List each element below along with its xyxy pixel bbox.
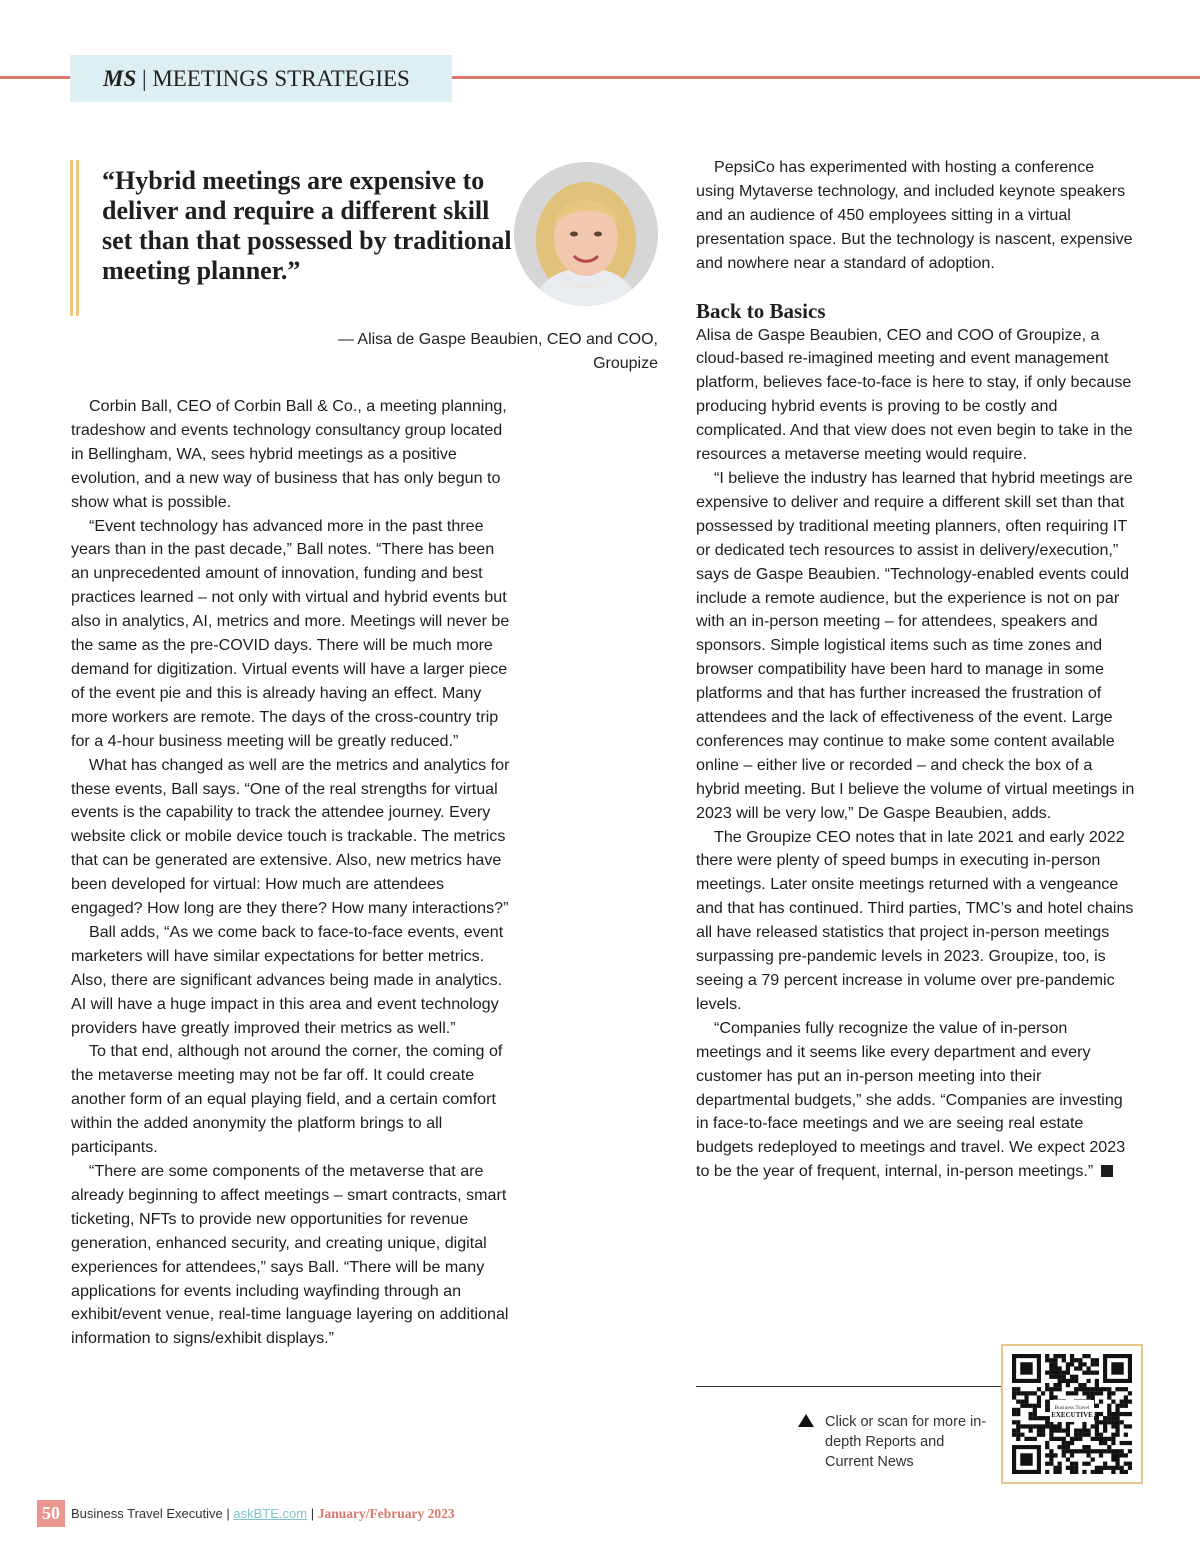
section-header: [70, 55, 452, 102]
paragraph: The Groupize CEO notes that in late 2021 and early 2022 there were plenty of speed bumps in executing in-person meetings. Later onsite meetings returned with a vengeance and that has continued. Third parties, TMC’s and hotel chains all have released statistics that project in-person meetings surpassing pre-pandemic levels in 2023. Groupize, too, is seeing a 79 percent increase in volume over pre-pandemic levels.: [696, 827, 1134, 1013]
author-portrait: [514, 162, 658, 306]
qr-finder-center: [1020, 1362, 1032, 1374]
qr-code[interactable]: [1001, 1344, 1143, 1484]
paragraph-text: “Companies fully recognize the value of in-person meetings and it seems like every department and every customer has put an in-person meeting into their departmental budgets,” she adds. “Companies are investing in face-to-face meetings and we are seeing real estate budgets redeployed to meetings and travel. We expect 2023 to be the year of frequent, internal, in-person meetings.”: [696, 1018, 1126, 1181]
qr-brand-line1: Business Travel: [1054, 1405, 1090, 1411]
qr-finder-center: [1111, 1362, 1123, 1374]
qr-caption[interactable]: Click or scan for more in-depth Reports and Current News: [825, 1414, 987, 1470]
subhead-back-to-basics: Back to Basics: [696, 298, 826, 323]
section-abbr: MS: [103, 66, 137, 91]
site-link[interactable]: askBTE.com: [233, 1506, 308, 1521]
triangle-up-icon: [798, 1414, 814, 1427]
page-number: 50: [37, 1500, 65, 1527]
qr-divider: [696, 1386, 1002, 1387]
quote-bar: [70, 160, 80, 316]
footer-separator: |: [226, 1506, 230, 1521]
publication-name: Business Travel Executive: [71, 1506, 223, 1521]
paragraph-final: [696, 1017, 1136, 1184]
section-separator: |: [142, 66, 147, 91]
footer-separator: |: [310, 1506, 315, 1521]
pull-quote: “Hybrid meetings are expensive to deliver and require a different skill set than that possessed by traditional meeting planner.”: [102, 166, 512, 285]
end-mark-icon: [1101, 1165, 1113, 1177]
paragraph: Alisa de Gaspe Beaubien, CEO and COO of Groupize, a cloud-based re-imagined meeting and event management platform, believes face-to-face is here to stay, if only because producing hybrid events is proving to be costly and complicated. And that view does not even begin to take in the resources a metaverse meeting would require.: [696, 325, 1133, 464]
qr-brand-line2: EXECUTIVE: [1051, 1411, 1093, 1419]
paragraph: “There are some components of the metaverse that are already beginning to affect meetings – smart contracts, smart ticketing, NFTs to provide new opportunities for revenue generation, enhanced security, and creating unique, digital experiences for attendees,” says Ball. “There will be many applications for events including wayfinding through an exhibit/event venue, real-time language layering on additional information to signs/exhibit displays.”: [71, 1162, 509, 1348]
quote-attribution: [300, 328, 658, 376]
paragraph: What has changed as well are the metrics and analytics for these events, Ball says. “One of the real strengths for virtual events is the capability to track the attendee journey. Every website click or mobile device touch is trackable. The metrics that can be generated are extensive. Also, new metrics have been developed for virtual: How much are attendees engaged? How long are they there? How many interactions?”: [71, 755, 510, 918]
paragraph: “I believe the industry has learned that hybrid meetings are expensive to deliver and require a different skill set than that possessed by traditional meeting planners, often requiring IT or dedicated tech resources to assist in delivery/execution,” says de Gaspe Beaubien. “Technology-enabled events could include a remote audience, but the experience is not on par with an in-person meeting – for attendees, speakers and sponsors. Simple logistical items such as time zones and browser compatibility have been hard to manage in some platforms and that has further increased the frustration of attendees and the lack of effectiveness of the event. Large conferences may continue to make some content available online – either live or recorded – and check the box of a hybrid meeting. But I believe the volume of virtual meetings in 2023 will be very low,” De Gaspe Beaubien, adds.: [696, 468, 1135, 822]
qr-code-icon[interactable]: [1012, 1354, 1132, 1474]
page-footer: [0, 1500, 1200, 1530]
paragraph: Ball adds, “As we come back to face-to-face events, event marketers will have similar expectations for better metrics. Also, there are significant advances being made in analytics. AI will have a huge impact in this area and event technology providers have greatly improved their metrics as well.”: [71, 922, 504, 1037]
attribution-line: — Alisa de Gaspe Beaubien, CEO and COO,: [337, 331, 658, 348]
left-column: [71, 395, 511, 1351]
attribution-company: Groupize: [593, 355, 658, 372]
paragraph: To that end, although not around the corner, the coming of the metaverse meeting may not be far off. It could create another form of an equal playing field, and a certain comfort within the added anonymity the platform brings to all participants.: [71, 1042, 503, 1157]
right-column: [696, 156, 1136, 1184]
section-name: MEETINGS STRATEGIES: [152, 66, 410, 91]
portrait-image: [514, 162, 658, 306]
footer-text: [71, 1506, 455, 1522]
paragraph: Corbin Ball, CEO of Corbin Ball & Co., a meeting planning, tradeshow and events technology consultancy group located in Bellingham, WA, sees hybrid meetings as a positive evolution, and a new way of business that has only begun to show what is possible.: [71, 397, 507, 511]
paragraph: “Event technology has advanced more in the past three years than in the past decade,” Ball notes. “There has been an unprecedented amount of innovation, funding and best practices learned – not only with virtual and hybrid events but also in analytics, AI, metrics and more. Meetings will never be the same as the pre-COVID days. There will be much more demand for digitization. Virtual events will have a larger piece of the event pie and this is already having an effect. Many more workers are remote. The days of the cross-country trip for a 4-hour business meeting will be greatly reduced.”: [71, 516, 510, 750]
paragraph: PepsiCo has experimented with hosting a conference using Mytaverse technology, and included keynote speakers and an audience of 450 employees sitting in a virtual presentation space. But the technology is nascent, expensive and nowhere near a standard of adoption.: [696, 158, 1133, 272]
qr-finder-center: [1020, 1453, 1032, 1465]
issue-date: January/February 2023: [317, 1506, 455, 1521]
